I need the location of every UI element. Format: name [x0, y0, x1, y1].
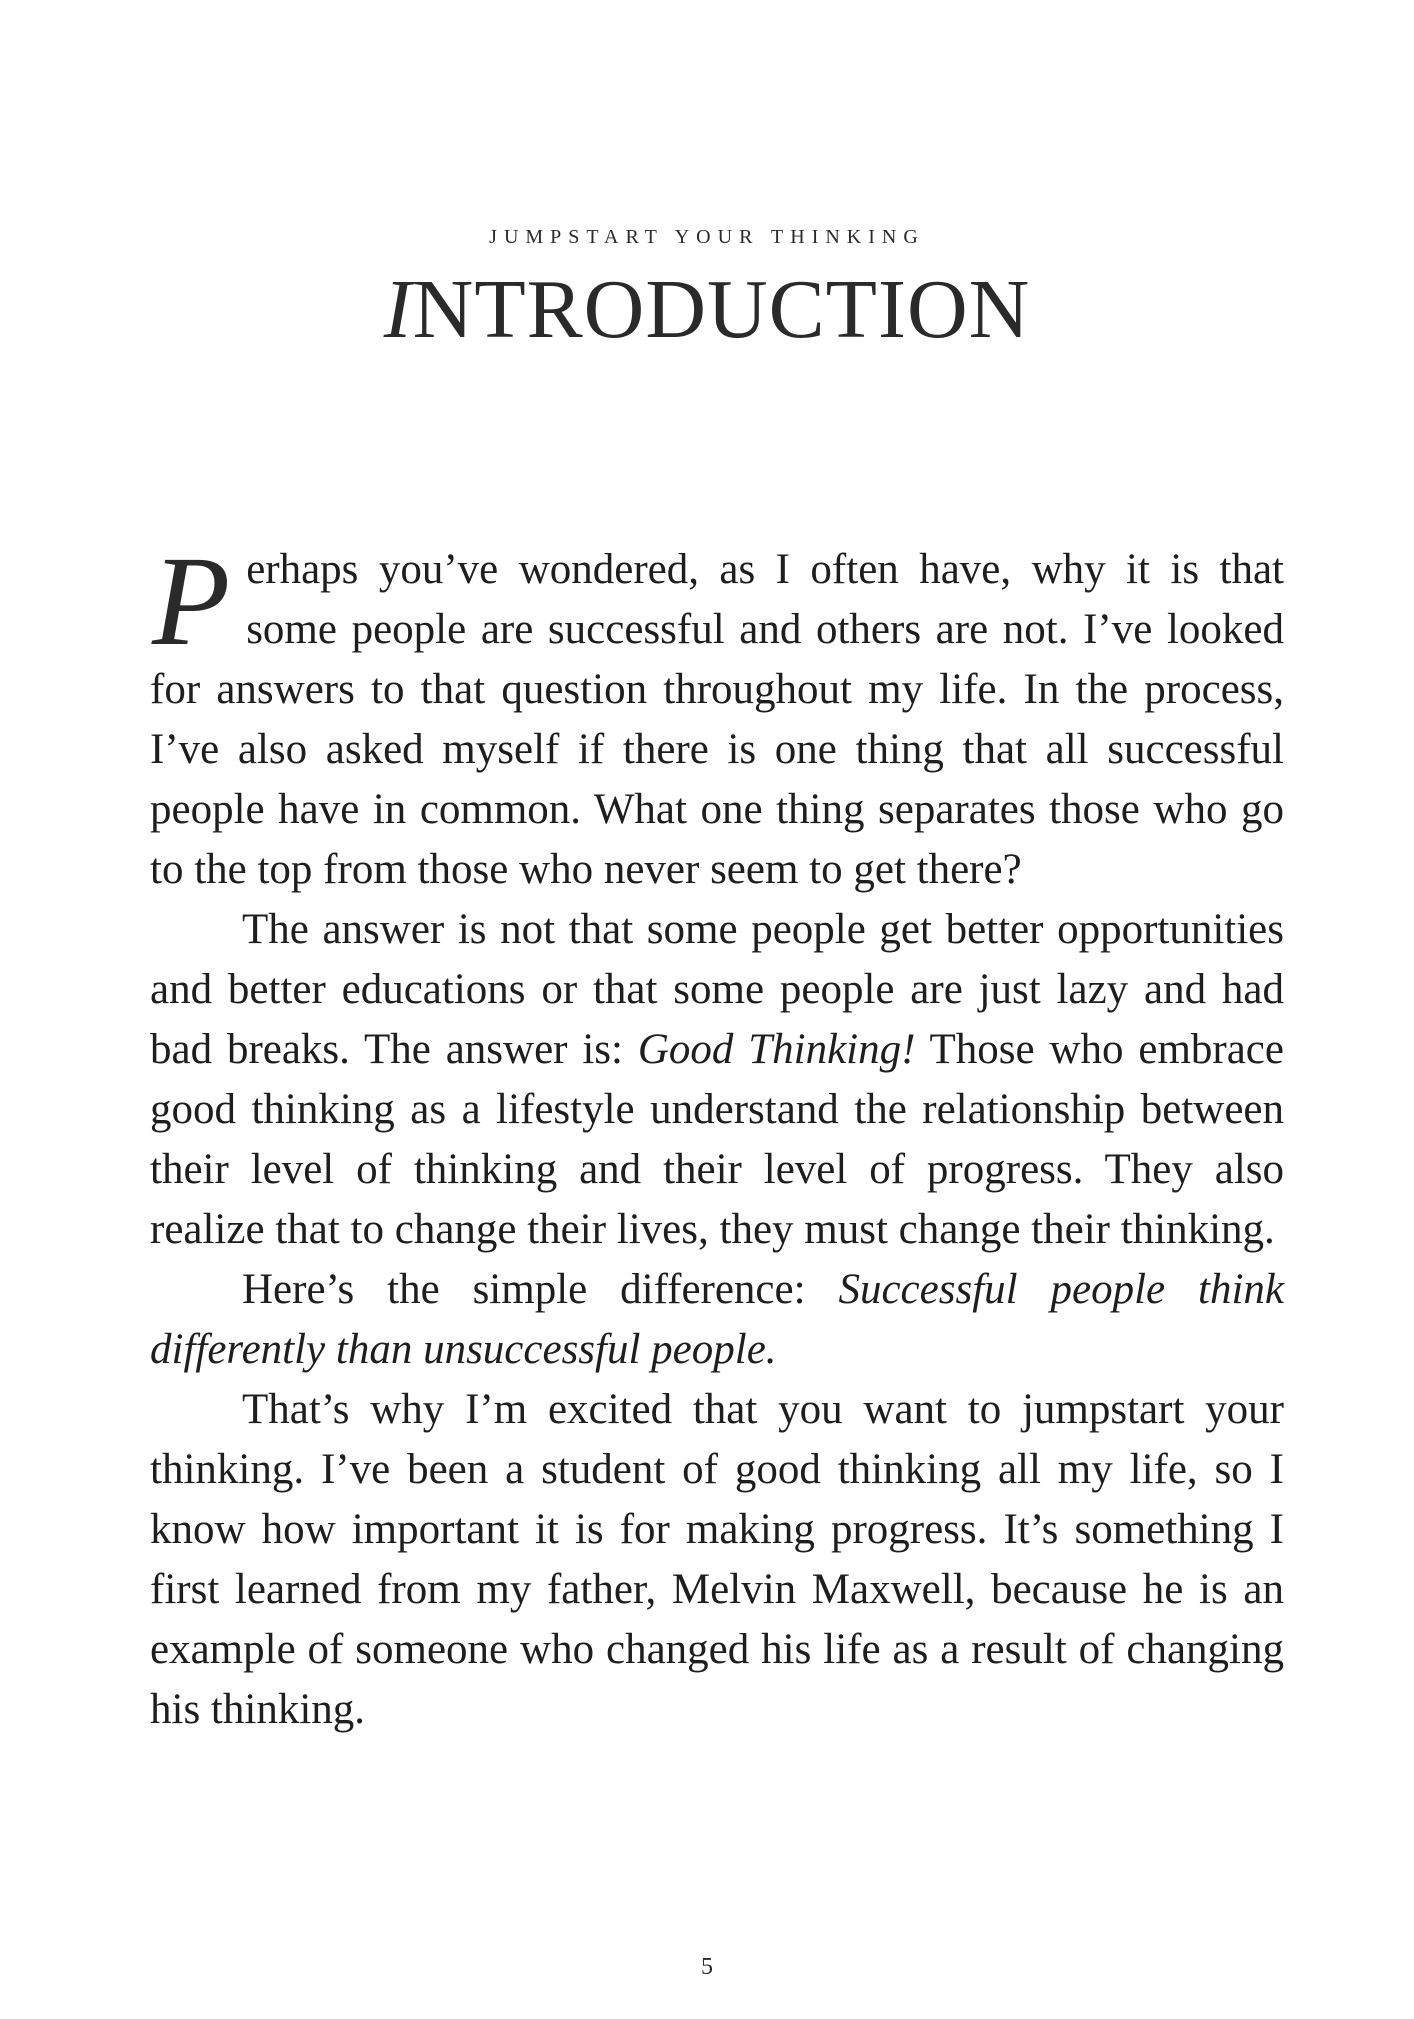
paragraph-3	[150, 1260, 1284, 1380]
paragraph-2-emphasis: Good Thinking!	[637, 1026, 916, 1073]
paragraph-4	[150, 1380, 1284, 1740]
paragraph-1-text: erhaps you’ve wondered, as I often have, why it is that some people are successful and others are not. I’ve looked for answers to that question throughout my life. In the process, I’ve also asked myself if there is one thing that all successful people have in common. What one thing separates those who go to the top from those who never seem to get there?	[150, 546, 1284, 893]
paragraph-4-text: That’s why I’m excited that you want to jumpstart your thinking. I’ve been a student of good thinking all my life, so I know how important it is for making progress. It’s something I first learned from my father, Melvin Maxwell, because he is an example of someone who changed his life as a result of changing his thinking.	[150, 1386, 1284, 1733]
body-text	[150, 530, 1284, 1740]
paragraph-2	[150, 900, 1284, 1260]
chapter-title-rest: NTRODUCTION	[412, 263, 1031, 356]
chapter-title-initial: I	[383, 263, 413, 356]
paragraph-2-text-before: The answer is not that some people get better opportunities and better educations or that some people are just lazy and had bad breaks. The answer is:	[150, 906, 1284, 1073]
page-number: 5	[701, 1954, 713, 1980]
chapter-title	[0, 263, 1414, 356]
paragraph-1	[150, 530, 1284, 900]
paragraph-2-text-after: Those who embrace good thinking as a lifestyle understand the relationship between their level of thinking and their level of progress. They also realize that to change their lives, they must change their thinking.	[150, 1026, 1284, 1253]
paragraph-3-emphasis: Successful people think differently than unsuccessful people.	[150, 1266, 1284, 1373]
paragraph-3-text-before: Here’s the simple difference:	[242, 1266, 839, 1313]
running-head: JUMPSTART YOUR THINKING	[489, 226, 925, 248]
drop-cap: P	[152, 530, 231, 672]
